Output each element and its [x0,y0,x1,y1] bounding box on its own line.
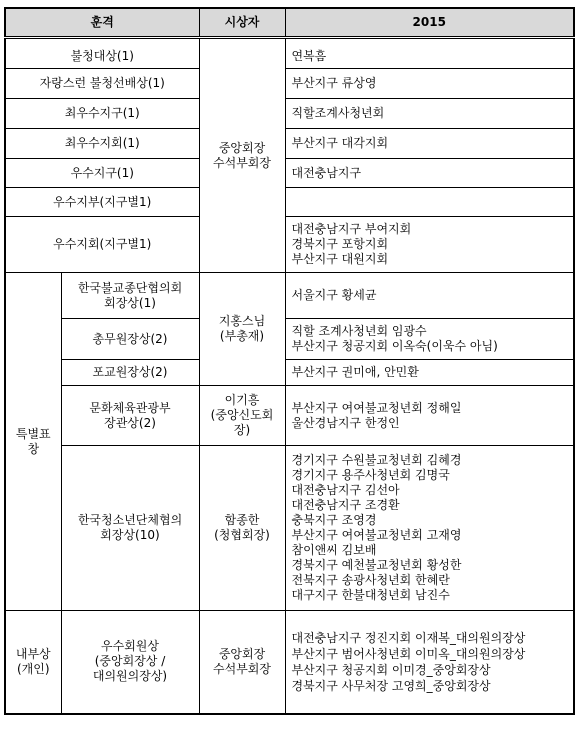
award-cell: 불청대상(1) [5,46,199,69]
header-award: 훈격 [5,8,199,38]
table-row [5,217,574,273]
recipient-cell: 대전충남지구 [285,159,574,188]
presenter-cell: 중앙회장 수석부회장 [199,611,285,714]
table-row [5,129,574,159]
recipient-cell: 직할 조계사청년회 임광수 부산지구 청공지회 이옥숙(이욱수 아님) [285,319,574,360]
award-cell: 최우수지구(1) [5,99,199,129]
recipient-cell: 부산지구 류상영 [285,69,574,99]
recipient-cell [285,611,574,714]
recipient-cell: 서울지구 황세균 [285,273,574,319]
table-row [5,611,574,714]
presenter-main: 중앙회장 수석부회장 [199,38,285,273]
recipient-cell: 연복흠 [285,46,574,69]
table-row [5,159,574,188]
award-cell: 우수회원상 (중앙회장상 / 대의원의장상) [61,611,199,714]
special-category: 특별표 창 [5,273,61,611]
table-row [5,386,574,446]
internal-category: 내부상 (개인) [5,611,61,714]
recipient-cell: 부산지구 권미애, 안민환 [285,360,574,386]
award-cell: 포교원장상(2) [61,360,199,386]
table-row [5,273,574,319]
recipient-cell: 부산지구 대각지회 [285,129,574,159]
award-cell: 최우수지회(1) [5,129,199,159]
recipient-cell [285,188,574,217]
header-presenter: 시상자 [199,8,285,38]
spacer-row [5,38,574,46]
awards-table [4,7,575,715]
header-year: 2015 [285,8,574,38]
award-cell: 우수지구(1) [5,159,199,188]
table-row [5,188,574,217]
award-cell: 자랑스런 불청선배상(1) [5,69,199,99]
header-row [5,8,574,38]
table-row [5,446,574,611]
award-cell: 우수지회(지구별1) [5,217,199,273]
award-cell: 한국청소년단체협의 회장상(10) [61,446,199,611]
recipient-line: 대전충남지구 정진지회 이재복_대의원의장상 [291,630,526,645]
presenter-cell: 이기흥 (중앙신도회 장) [199,386,285,446]
award-cell: 한국불교종단협의회 회장상(1) [61,273,199,319]
recipient-line: 부산지구 범어사청년회 이미옥_대의원의장상 [291,646,526,661]
recipient-line: 부산지구 청공지회 이미경_중앙회장상 [291,662,491,677]
recipient-cell: 부산지구 여여불교청년회 정해일 울산경남지구 한정인 [285,386,574,446]
award-cell: 우수지부(지구별1) [5,188,199,217]
table-row [5,99,574,129]
table-row [5,319,574,360]
table-row [5,46,574,69]
recipient-cell: 경기지구 수원불교청년회 김혜경 경기지구 용주사청년회 김명국 대전충남지구 김선아 대전충남지구 조경환 충북지구 조영경 부산지구 여여불교청년회 고재영 참이앤씨 김보배 경북지구 예천불교청년회 황성한 전북지구 송광사청년회 한혜란 대구지구 한불대청년회 남진수 [285,446,574,611]
presenter-cell: 지홍스님 (부총재) [199,273,285,386]
presenter-cell: 함종한 (청협회장) [199,446,285,611]
award-cell: 총무원장상(2) [61,319,199,360]
recipient-cell: 직할조계사청년회 [285,99,574,129]
recipient-cell: 대전충남지구 부여지회 경북지구 포항지회 부산지구 대원지회 [285,217,574,273]
award-cell: 문화체육관광부 장관상(2) [61,386,199,446]
table-row [5,69,574,99]
recipient-line: 경북지구 사무처장 고영희_중앙회장상 [291,678,491,693]
table-row [5,360,574,386]
